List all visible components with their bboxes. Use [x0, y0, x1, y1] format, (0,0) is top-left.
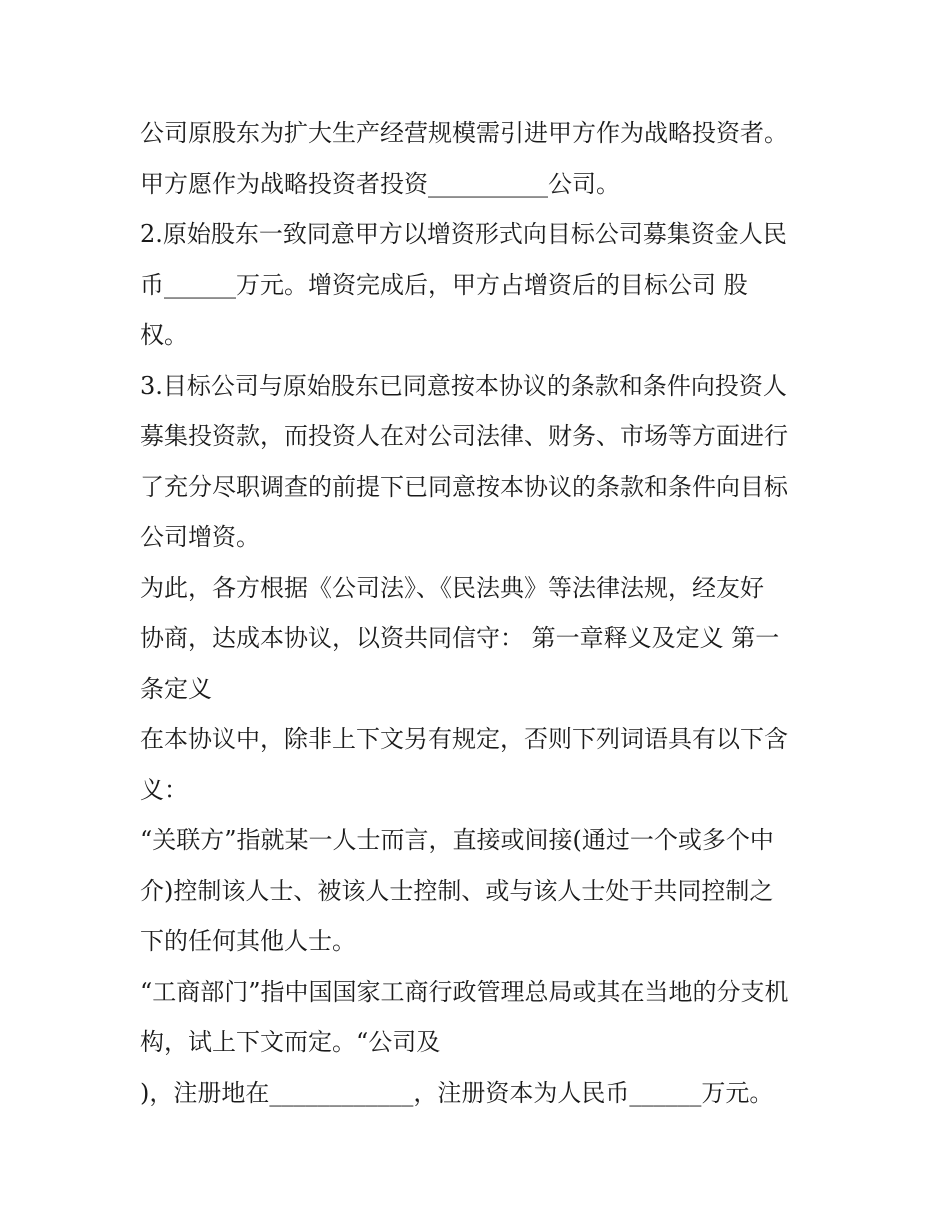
text-line: 介)控制该人士、被该人士控制、或与该人士处于共同控制之 [140, 876, 774, 905]
text-line: 公司原股东为扩大生产经营规模需引进甲方作为战略投资者。 [140, 119, 788, 147]
text-line: 构，试上下文而定。“公司及 [140, 1028, 441, 1056]
text-line: 义： [140, 775, 188, 804]
text-line: “关联方”指就某一人士而言，直接或间接(通过一个或多个中 [140, 826, 774, 854]
text-line: 2.原始股东一致同意甲方以增资形式向目标公司募集资金人民 [140, 220, 787, 248]
text-line: 在本协议中，除非上下文另有规定，否则下列词语具有以下含 [140, 725, 788, 753]
text-line: 条定义 [140, 674, 212, 703]
text-line: 为此，各方根据《公司法》、《民法典》等法律法规，经友好 [140, 573, 764, 602]
text-line: 公司增资。 [140, 523, 260, 551]
text-line: 协商，达成本协议，以资共同信守： 第一章释义及定义 第一 [140, 624, 780, 652]
document-body [140, 108, 820, 1118]
text-line: 甲方愿作为战略投资者投资__________公司。 [140, 169, 620, 198]
text-line: 下的任何其他人士。 [140, 927, 356, 955]
text-line: “工商部门”指中国国家工商行政管理总局或其在当地的分支机 [140, 977, 789, 1006]
text-line: 了充分尽职调查的前提下已同意按本协议的条款和条件向目标 [140, 472, 788, 501]
text-line: )，注册地在____________，注册资本为人民币______万元。 [140, 1078, 774, 1107]
text-line: 3.目标公司与原始股东已同意按本协议的条款和条件向投资人 [140, 371, 787, 400]
text-line: 募集投资款，而投资人在对公司法律、财务、市场等方面进行 [140, 422, 788, 450]
text-line: 权。 [140, 321, 188, 349]
text-line: 币______万元。增资完成后，甲方占增资后的目标公司 股 [140, 270, 748, 299]
